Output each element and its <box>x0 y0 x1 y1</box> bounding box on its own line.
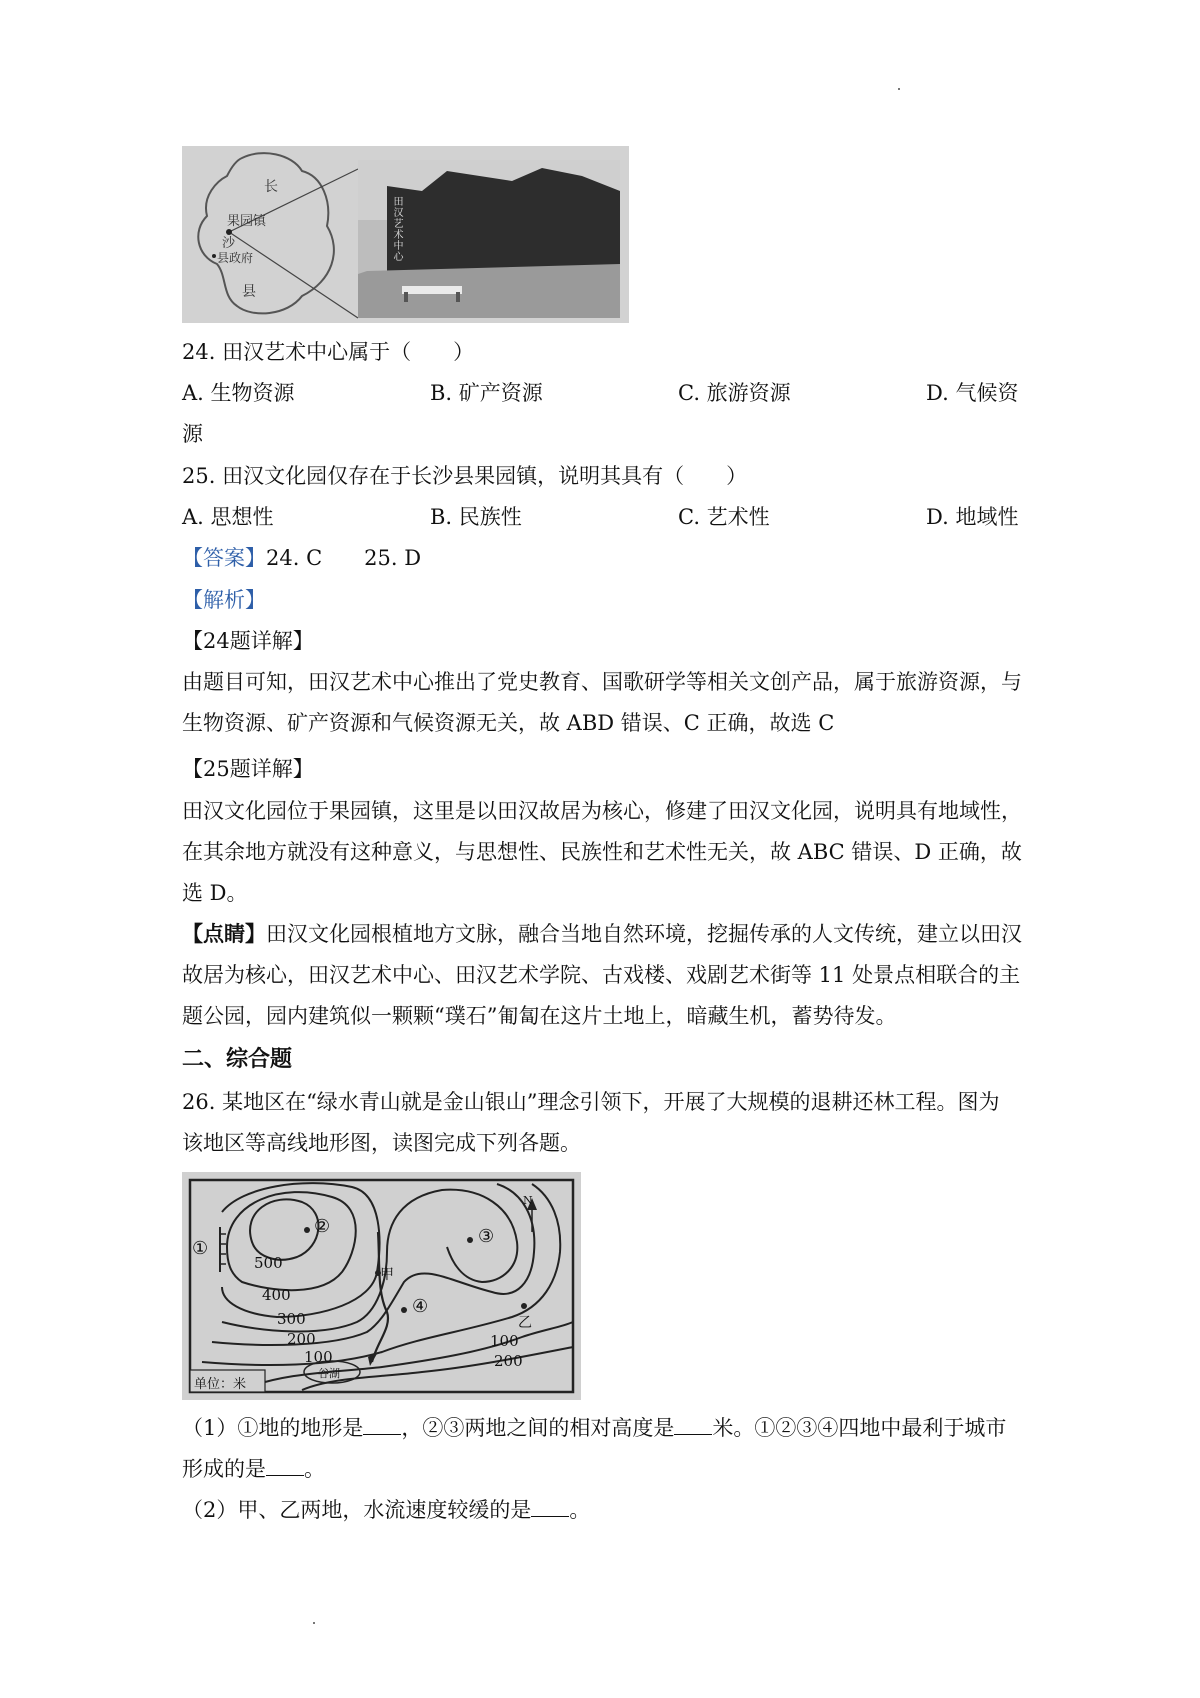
point-1-label: ① <box>192 1238 209 1259</box>
map-label-xian: 县 <box>242 284 256 300</box>
answer-blank-2[interactable] <box>674 1416 712 1435</box>
point-2-label: ② <box>314 1216 331 1237</box>
q25-option-d: D. 地域性 <box>926 505 1019 529</box>
q24-option-d-continued: 源 <box>182 422 203 446</box>
map-label-chang: 长 <box>264 179 278 195</box>
comment-tag: 【点睛】 <box>182 921 266 946</box>
comment-line-3: 题公园，园内建筑似一颗颗“璞石”匍匐在这片土地上，暗藏生机，蓄势待发。 <box>182 1004 897 1028</box>
contour-label-500: 500 <box>254 1254 283 1272</box>
lake-label: 谷湖 <box>318 1367 340 1380</box>
q24-option-b: B. 矿产资源 <box>430 381 543 405</box>
detail25-line-2: 在其余地方就没有这种意义，与思想性、民族性和艺术性无关，故 ABC 错误、D 正确，故 <box>182 840 1022 864</box>
detail24-heading: 【24题详解】 <box>182 629 314 653</box>
detail25-line-1: 田汉文化园位于果园镇，这里是以田汉故居为核心，修建了田汉文化园，说明具有地域性， <box>182 799 1022 823</box>
point-4-label: ④ <box>412 1296 429 1317</box>
answer-blank-3[interactable] <box>266 1457 304 1476</box>
contour-label-200-right: 200 <box>494 1352 523 1370</box>
q26-sub2-line <box>182 1496 590 1524</box>
stray-mark <box>898 88 900 90</box>
point-yi-label: 乙 <box>518 1315 532 1331</box>
point-jia-label: 甲 <box>380 1267 394 1283</box>
q25-option-a: A. 思想性 <box>182 505 274 529</box>
q24-option-c: C. 旅游资源 <box>678 381 791 405</box>
map-label-gov: 县政府 <box>217 251 254 265</box>
answer-text: 24. C 25. D <box>266 546 422 570</box>
q26-sub1-text-a: （1）①地的地形是 <box>182 1416 364 1440</box>
map-label-town: 果园镇 <box>227 214 267 229</box>
comment-line-1 <box>182 920 1022 948</box>
q25-stem: 25. 田汉文化园仅存在于长沙县果园镇，说明其具有（ ） <box>182 464 748 488</box>
q26-sub1-text-e: 。 <box>304 1457 325 1481</box>
q26-sub2-text-b: 。 <box>569 1498 591 1522</box>
q24-option-a: A. 生物资源 <box>182 381 295 405</box>
q26-sub1-text-c: 米。①②③④四地中最利于城市 <box>712 1416 1007 1440</box>
detail24-line-1: 由题目可知，田汉艺术中心推出了党史教育、国歌研学等相关文创产品，属于旅游资源，与 <box>182 670 1022 694</box>
q24-option-d: D. 气候资 <box>926 381 1019 405</box>
answer-blank-4[interactable] <box>531 1498 569 1517</box>
q24-stem: 24. 田汉艺术中心属于（ ） <box>182 340 475 364</box>
q26-sub1-text-d: 形成的是 <box>182 1457 266 1481</box>
figure-contour-map <box>182 1172 581 1400</box>
q25-option-c: C. 艺术性 <box>678 505 770 529</box>
q25-option-b: B. 民族性 <box>430 505 522 529</box>
q26-sub1-line-1 <box>182 1414 1006 1442</box>
analysis-tag: 【解析】 <box>182 588 266 612</box>
answer-blank-1[interactable] <box>363 1416 401 1435</box>
answer-tag: 【答案】 <box>182 546 266 570</box>
north-label: N <box>523 1194 533 1207</box>
contour-label-300: 300 <box>277 1310 306 1328</box>
map-label-sha: 沙 <box>222 236 236 251</box>
unit-label: 单位：米 <box>194 1377 247 1392</box>
contour-label-200-left: 200 <box>287 1330 316 1348</box>
q26-line-1: 26. 某地区在“绿水青山就是金山银山”理念引领下，开展了大规模的退耕还林工程。图为 <box>182 1090 1000 1114</box>
contour-label-400: 400 <box>262 1286 291 1304</box>
sign-text: 田汉艺术中心 <box>391 196 402 262</box>
section-title: 二、综合题 <box>182 1046 293 1072</box>
comment-text-1: 田汉文化园根植地方文脉，融合当地自然环境，挖掘传承的人文传统，建立以田汉 <box>266 922 1022 946</box>
detail24-line-2: 生物资源、矿产资源和气候资源无关，故 ABD 错误、C 正确，故选 C <box>182 711 835 735</box>
answer-line <box>182 544 421 572</box>
stray-mark-bottom <box>313 1622 315 1624</box>
contour-label-100-right: 100 <box>490 1332 519 1350</box>
q26-line-2: 该地区等高线地形图，读图完成下列各题。 <box>182 1131 581 1155</box>
comment-line-2: 故居为核心，田汉艺术中心、田汉艺术学院、古戏楼、戏剧艺术街等 11 处景点相联合的主 <box>182 963 1021 987</box>
figure-map-photo <box>182 146 629 323</box>
q26-sub2-text-a: （2）甲、乙两地，水流速度较缓的是 <box>182 1498 532 1522</box>
q26-sub1-line-2 <box>182 1455 325 1483</box>
detail25-line-3: 选 D。 <box>182 881 248 905</box>
q26-sub1-text-b: ，②③两地之间的相对高度是 <box>401 1416 675 1440</box>
detail25-heading: 【25题详解】 <box>182 757 314 781</box>
contour-label-100-left: 100 <box>304 1348 333 1366</box>
point-3-label: ③ <box>478 1226 495 1247</box>
